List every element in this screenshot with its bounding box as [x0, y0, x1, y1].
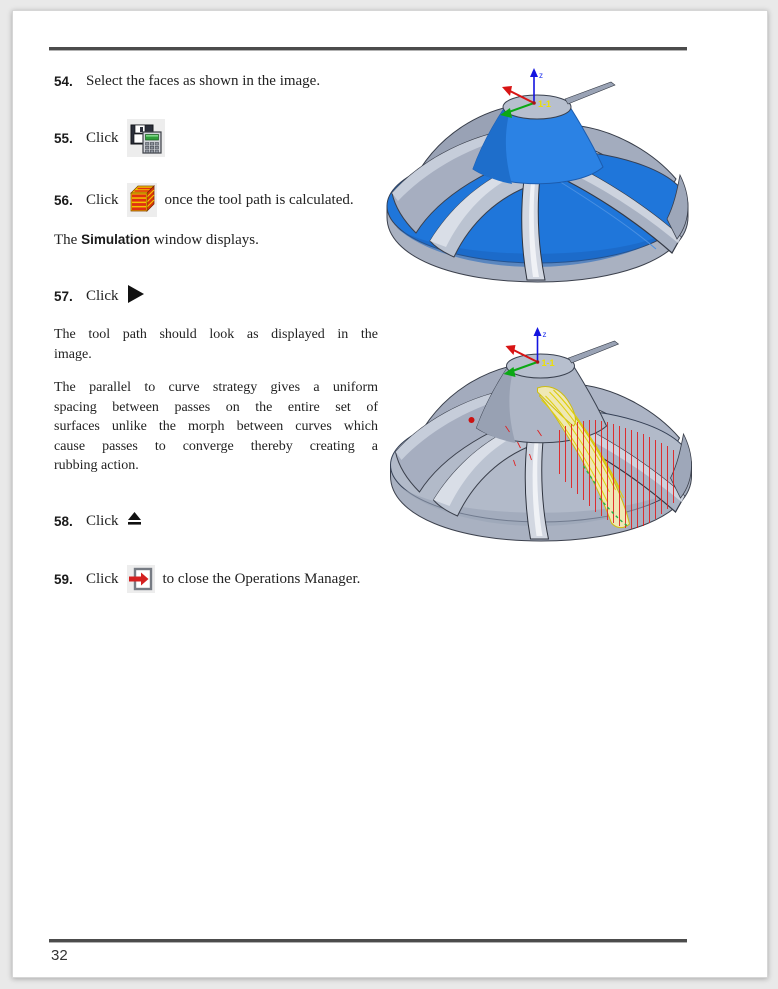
step-58-text: Click [86, 513, 119, 529]
paragraph-line: image. [54, 346, 92, 362]
paragraph-line: cause passes to converge thereby creating a [54, 438, 378, 454]
step-59-text: Click [86, 570, 119, 587]
triad-label: 1-1 [541, 358, 555, 368]
simulation-sentence-post: window displays. [150, 232, 259, 248]
step-58-number: 58. [54, 514, 73, 529]
step-56 [54, 183, 354, 217]
step-57 [54, 288, 145, 305]
step-56-number: 56. [54, 192, 73, 208]
axis-z-label: z [542, 330, 547, 339]
triad-label: 1-1 [538, 99, 552, 109]
paragraph-line: spacing between passes on the entire set of [54, 399, 378, 415]
step-57-number: 57. [54, 289, 73, 304]
simulation-sentence [54, 232, 259, 249]
save-and-calculate-icon-art [129, 121, 163, 155]
axis-z-label: z [539, 71, 543, 80]
page-number: 32 [51, 947, 68, 964]
exit-icon [127, 565, 155, 593]
step-59 [54, 565, 360, 593]
paragraph-line: rubbing action. [54, 458, 139, 474]
step-59-text-after: to close the Operations Manager. [162, 570, 361, 587]
exit-icon-art [128, 566, 154, 592]
step-54-text: Select the faces as shown in the image. [86, 73, 321, 89]
save-and-calculate-icon [127, 119, 165, 157]
step-54 [54, 73, 320, 90]
eject-icon [127, 512, 142, 526]
step-56-text-after: once the tool path is calculated. [164, 191, 354, 208]
toolpath-paragraph [54, 325, 378, 364]
document-page [12, 10, 768, 978]
simulation-keyword: Simulation [81, 232, 151, 247]
simulation-icon [127, 183, 157, 217]
step-55 [54, 119, 165, 157]
step-55-text: Click [86, 129, 119, 146]
footer-rule [49, 939, 687, 943]
step-59-number: 59. [54, 571, 73, 587]
simulation-icon-art [128, 183, 156, 213]
step-55-number: 55. [54, 130, 73, 146]
paragraph-line: The tool path should look as displayed in the [54, 327, 378, 342]
figure-impeller-selected-faces [384, 67, 691, 289]
strategy-paragraph [54, 378, 378, 476]
step-58 [54, 513, 142, 530]
step-57-text: Click [86, 288, 119, 304]
paragraph-line: The parallel to curve strategy gives a uniform [54, 380, 378, 395]
step-54-number: 54. [54, 74, 73, 89]
step-56-text: Click [86, 191, 119, 208]
toolpath-start-point [469, 417, 475, 423]
header-rule [49, 47, 687, 51]
figure-impeller-toolpath [381, 326, 701, 548]
paragraph-line: surfaces unlike the morph between curves which [54, 419, 378, 435]
simulation-sentence-pre: The [54, 232, 82, 248]
play-icon [127, 284, 145, 304]
